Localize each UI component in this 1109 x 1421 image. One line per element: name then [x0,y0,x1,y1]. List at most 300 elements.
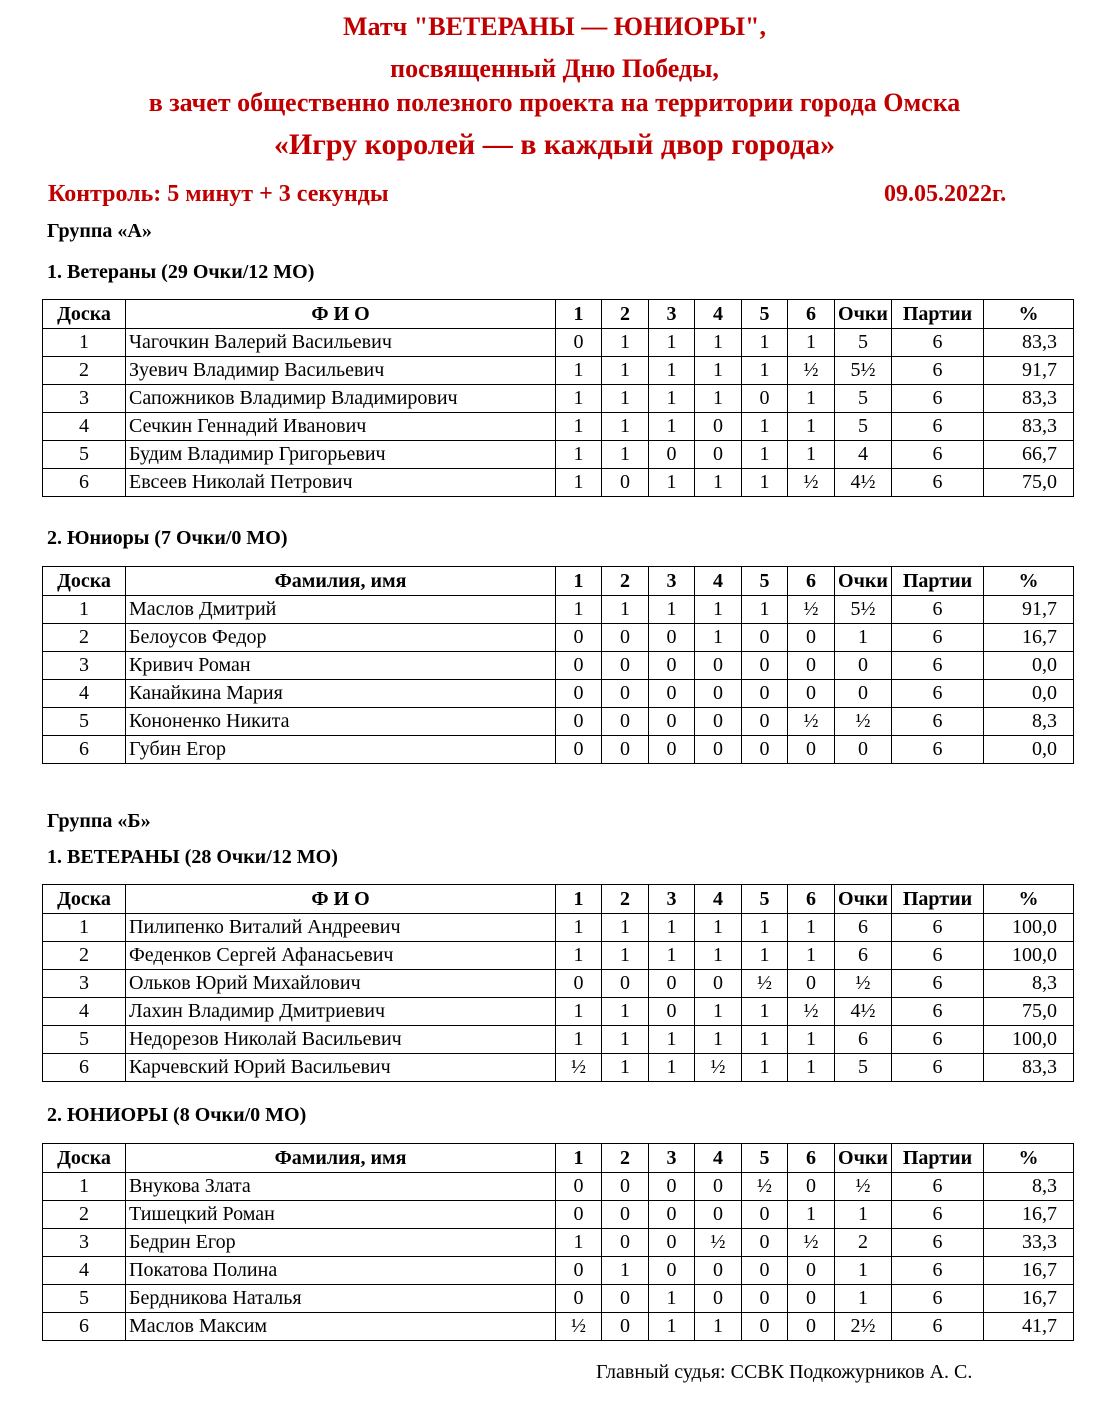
cell-r5: 0 [742,1285,788,1313]
cell-r4: 0 [695,736,742,764]
cell-percent: 8,3 [984,970,1074,998]
cell-games: 6 [892,385,984,413]
cell-r5: 0 [742,736,788,764]
cell-r3: 1 [649,1285,695,1313]
cell-r2: 0 [602,1173,649,1201]
table-row [43,970,1074,998]
column-header-r3: 3 [649,1144,695,1173]
cell-games: 6 [892,469,984,497]
table-row [43,1173,1074,1201]
cell-r6: ½ [788,596,835,624]
cell-points: 6 [835,1026,892,1054]
column-header-name: Фамилия, имя [126,567,556,596]
cell-board: 2 [43,942,126,970]
cell-percent: 66,7 [984,441,1074,469]
cell-r1: 0 [556,1201,602,1229]
column-header-games: Партии [892,885,984,914]
cell-r6: 1 [788,914,835,942]
cell-percent: 100,0 [984,942,1074,970]
cell-games: 6 [892,624,984,652]
table-row [43,708,1074,736]
table-row [43,1257,1074,1285]
column-header-r3: 3 [649,567,695,596]
table-row [43,357,1074,385]
cell-percent: 100,0 [984,1026,1074,1054]
cell-games: 6 [892,413,984,441]
column-header-board: Доска [43,885,126,914]
cell-r2: 1 [602,1054,649,1082]
cell-name: Пилипенко Виталий Андреевич [126,914,556,942]
cell-r1: 0 [556,1173,602,1201]
cell-r1: 0 [556,736,602,764]
column-header-r3: 3 [649,885,695,914]
cell-r1: 1 [556,942,602,970]
cell-name: Бедрин Егор [126,1229,556,1257]
group-a-juniors-table [42,566,1074,764]
cell-r5: 1 [742,1026,788,1054]
cell-r6: 1 [788,1054,835,1082]
cell-r1: 1 [556,413,602,441]
cell-points: 1 [835,1285,892,1313]
cell-r3: 0 [649,652,695,680]
cell-r2: 0 [602,1229,649,1257]
cell-r3: 1 [649,469,695,497]
table-row [43,1229,1074,1257]
cell-r3: 1 [649,1054,695,1082]
cell-r3: 1 [649,1313,695,1341]
cell-percent: 8,3 [984,708,1074,736]
cell-r3: 0 [649,1201,695,1229]
cell-r5: 0 [742,708,788,736]
cell-r6: 1 [788,1201,835,1229]
cell-r5: 1 [742,357,788,385]
time-control: Контроль: 5 минут + 3 секунды [48,181,389,207]
cell-r3: 0 [649,708,695,736]
group-a-veterans-title: 1. Ветераны (29 Очки/12 МО) [47,261,315,283]
table-row [43,441,1074,469]
cell-name: Маслов Максим [126,1313,556,1341]
cell-r1: 0 [556,1257,602,1285]
cell-r5: 0 [742,1201,788,1229]
cell-games: 6 [892,1173,984,1201]
cell-points: 2½ [835,1313,892,1341]
cell-r1: 1 [556,1229,602,1257]
cell-percent: 83,3 [984,1054,1074,1082]
column-header-board: Доска [43,300,126,329]
cell-games: 6 [892,1285,984,1313]
column-header-r5: 5 [742,885,788,914]
cell-r4: 0 [695,1173,742,1201]
cell-r2: 1 [602,1026,649,1054]
cell-points: 1 [835,624,892,652]
cell-r2: 1 [602,942,649,970]
cell-board: 2 [43,1201,126,1229]
cell-board: 5 [43,1026,126,1054]
cell-board: 5 [43,1285,126,1313]
cell-r6: ½ [788,708,835,736]
cell-name: Кононенко Никита [126,708,556,736]
cell-name: Тишецкий Роман [126,1201,556,1229]
cell-percent: 0,0 [984,680,1074,708]
table-row [43,1201,1074,1229]
cell-games: 6 [892,1201,984,1229]
cell-name: Сечкин Геннадий Иванович [126,413,556,441]
cell-r4: ½ [695,1054,742,1082]
cell-percent: 75,0 [984,998,1074,1026]
cell-percent: 0,0 [984,652,1074,680]
cell-percent: 83,3 [984,385,1074,413]
cell-r1: 0 [556,970,602,998]
column-header-points: Очки [835,885,892,914]
cell-r4: 1 [695,329,742,357]
cell-board: 4 [43,1257,126,1285]
cell-r5: 1 [742,596,788,624]
cell-r3: 0 [649,998,695,1026]
match-subtitle: посвященный Дню Победы, [390,54,719,83]
cell-r3: 0 [649,441,695,469]
cell-board: 3 [43,652,126,680]
project-line: в зачет общественно полезного проекта на территории города Омска [148,88,961,117]
table-row [43,1313,1074,1341]
column-header-name: Ф И О [126,885,556,914]
cell-points: 6 [835,914,892,942]
cell-r6: 0 [788,1313,835,1341]
cell-points: 1 [835,1201,892,1229]
cell-points: 2 [835,1229,892,1257]
cell-r2: 1 [602,596,649,624]
cell-name: Покатова Полина [126,1257,556,1285]
cell-r5: 0 [742,624,788,652]
cell-name: Кривич Роман [126,652,556,680]
cell-r1: 1 [556,998,602,1026]
cell-r5: ½ [742,970,788,998]
cell-r4: 0 [695,441,742,469]
cell-r4: ½ [695,1229,742,1257]
column-header-r1: 1 [556,300,602,329]
column-header-r2: 2 [602,300,649,329]
cell-r6: 0 [788,1173,835,1201]
cell-r1: 1 [556,914,602,942]
cell-r4: 0 [695,1285,742,1313]
cell-board: 3 [43,1229,126,1257]
column-header-r4: 4 [695,885,742,914]
cell-games: 6 [892,942,984,970]
cell-r2: 0 [602,624,649,652]
table-row [43,1054,1074,1082]
cell-name: Чагочкин Валерий Васильевич [126,329,556,357]
column-header-name: Фамилия, имя [126,1144,556,1173]
cell-percent: 16,7 [984,1257,1074,1285]
cell-board: 6 [43,1054,126,1082]
table-header-row [43,885,1074,914]
cell-board: 4 [43,998,126,1026]
cell-r3: 1 [649,1026,695,1054]
cell-points: 1 [835,1257,892,1285]
cell-r1: 0 [556,329,602,357]
cell-points: 0 [835,736,892,764]
cell-name: Внукова Злата [126,1173,556,1201]
cell-r2: 0 [602,1201,649,1229]
column-header-percent: % [984,300,1074,329]
cell-r2: 1 [602,357,649,385]
cell-r4: 0 [695,413,742,441]
group-b-juniors-table [42,1143,1074,1341]
column-header-r5: 5 [742,567,788,596]
column-header-name: Ф И О [126,300,556,329]
group-b-veterans-title: 1. ВЕТЕРАНЫ (28 Очки/12 МО) [47,846,338,868]
cell-name: Ольков Юрий Михайлович [126,970,556,998]
cell-r6: 0 [788,624,835,652]
column-header-r3: 3 [649,300,695,329]
cell-name: Губин Егор [126,736,556,764]
cell-games: 6 [892,1229,984,1257]
cell-board: 1 [43,1173,126,1201]
cell-r1: 0 [556,1285,602,1313]
cell-games: 6 [892,914,984,942]
cell-r6: ½ [788,357,835,385]
column-header-games: Партии [892,567,984,596]
cell-points: 6 [835,942,892,970]
column-header-board: Доска [43,567,126,596]
cell-r1: ½ [556,1054,602,1082]
cell-r4: 0 [695,970,742,998]
table-row [43,914,1074,942]
cell-r5: 0 [742,385,788,413]
cell-r6: 1 [788,441,835,469]
column-header-r1: 1 [556,1144,602,1173]
cell-r1: 1 [556,469,602,497]
cell-r3: 1 [649,329,695,357]
cell-r3: 0 [649,970,695,998]
cell-r2: 1 [602,441,649,469]
cell-r2: 1 [602,998,649,1026]
cell-r4: 1 [695,357,742,385]
table-row [43,469,1074,497]
cell-r3: 0 [649,624,695,652]
cell-percent: 83,3 [984,329,1074,357]
column-header-r4: 4 [695,1144,742,1173]
cell-r6: 1 [788,413,835,441]
cell-r4: 0 [695,1201,742,1229]
cell-board: 2 [43,357,126,385]
cell-name: Недорезов Николай Васильевич [126,1026,556,1054]
column-header-r2: 2 [602,567,649,596]
cell-r1: ½ [556,1313,602,1341]
chief-judge: Главный судья: ССВК Подкожурников А. С. [596,1361,973,1383]
cell-games: 6 [892,1026,984,1054]
cell-board: 3 [43,970,126,998]
table-header-row [43,567,1074,596]
table-row [43,736,1074,764]
cell-r6: 1 [788,385,835,413]
cell-points: 5 [835,329,892,357]
cell-name: Лахин Владимир Дмитриевич [126,998,556,1026]
cell-r3: 1 [649,914,695,942]
cell-r1: 1 [556,357,602,385]
cell-r1: 0 [556,624,602,652]
cell-r4: 1 [695,385,742,413]
cell-r6: 0 [788,1257,835,1285]
cell-percent: 75,0 [984,469,1074,497]
cell-points: ½ [835,1173,892,1201]
cell-points: 5 [835,413,892,441]
cell-r2: 1 [602,385,649,413]
table-header-row [43,1144,1074,1173]
table-header-row [43,300,1074,329]
cell-r5: 0 [742,1313,788,1341]
cell-r5: 1 [742,914,788,942]
cell-r6: 1 [788,329,835,357]
cell-points: 5 [835,385,892,413]
column-header-r1: 1 [556,885,602,914]
cell-points: 4½ [835,998,892,1026]
cell-board: 6 [43,736,126,764]
cell-r1: 1 [556,385,602,413]
table-row [43,413,1074,441]
cell-r4: 1 [695,624,742,652]
cell-games: 6 [892,970,984,998]
cell-r5: 1 [742,441,788,469]
cell-r3: 0 [649,1173,695,1201]
cell-name: Сапожников Владимир Владимирович [126,385,556,413]
cell-r3: 1 [649,385,695,413]
cell-r5: 1 [742,413,788,441]
group-b-veterans-table [42,884,1074,1082]
cell-games: 6 [892,596,984,624]
table-row [43,652,1074,680]
cell-games: 6 [892,736,984,764]
cell-r1: 0 [556,708,602,736]
cell-percent: 0,0 [984,736,1074,764]
cell-r6: ½ [788,1229,835,1257]
cell-name: Маслов Дмитрий [126,596,556,624]
cell-percent: 33,3 [984,1229,1074,1257]
group-a-title: Группа «А» [47,220,152,242]
cell-board: 3 [43,385,126,413]
cell-r2: 0 [602,736,649,764]
cell-r5: 0 [742,1229,788,1257]
cell-r6: 0 [788,736,835,764]
cell-r3: 0 [649,736,695,764]
cell-percent: 91,7 [984,357,1074,385]
cell-board: 6 [43,1313,126,1341]
cell-points: 4 [835,441,892,469]
column-header-percent: % [984,885,1074,914]
cell-board: 6 [43,469,126,497]
cell-r6: 0 [788,1285,835,1313]
event-date: 09.05.2022г. [884,181,1007,207]
cell-r4: 1 [695,998,742,1026]
table-row [43,1026,1074,1054]
cell-percent: 91,7 [984,596,1074,624]
cell-percent: 100,0 [984,914,1074,942]
cell-points: 5 [835,1054,892,1082]
table-row [43,596,1074,624]
cell-r5: 1 [742,942,788,970]
column-header-r4: 4 [695,300,742,329]
cell-r4: 1 [695,1313,742,1341]
cell-r2: 1 [602,1257,649,1285]
cell-r1: 0 [556,680,602,708]
cell-name: Канайкина Мария [126,680,556,708]
cell-board: 5 [43,708,126,736]
cell-r2: 0 [602,652,649,680]
cell-points: 0 [835,680,892,708]
cell-r2: 1 [602,413,649,441]
column-header-games: Партии [892,1144,984,1173]
cell-r1: 1 [556,596,602,624]
match-title: Матч "ВЕТЕРАНЫ — ЮНИОРЫ", [343,12,766,41]
cell-board: 1 [43,329,126,357]
cell-r5: 1 [742,1054,788,1082]
cell-name: Феденков Сергей Афанасьевич [126,942,556,970]
table-row [43,680,1074,708]
cell-points: ½ [835,708,892,736]
cell-points: ½ [835,970,892,998]
cell-games: 6 [892,680,984,708]
cell-r2: 0 [602,1313,649,1341]
cell-r4: 0 [695,1257,742,1285]
cell-name: Белоусов Федор [126,624,556,652]
column-header-r5: 5 [742,300,788,329]
group-b-juniors-title: 2. ЮНИОРЫ (8 Очки/0 МО) [47,1104,307,1126]
cell-percent: 16,7 [984,624,1074,652]
cell-r1: 1 [556,441,602,469]
cell-r4: 0 [695,680,742,708]
cell-r5: 1 [742,998,788,1026]
cell-r4: 1 [695,1026,742,1054]
column-header-r2: 2 [602,1144,649,1173]
cell-r4: 1 [695,469,742,497]
cell-board: 4 [43,413,126,441]
cell-r2: 0 [602,1285,649,1313]
column-header-r6: 6 [788,885,835,914]
column-header-percent: % [984,567,1074,596]
cell-games: 6 [892,1054,984,1082]
column-header-points: Очки [835,567,892,596]
cell-r4: 0 [695,652,742,680]
cell-r6: 0 [788,652,835,680]
cell-r2: 1 [602,329,649,357]
cell-r6: 1 [788,942,835,970]
cell-r3: 0 [649,680,695,708]
cell-r2: 1 [602,914,649,942]
column-header-games: Партии [892,300,984,329]
cell-r2: 0 [602,708,649,736]
cell-percent: 83,3 [984,413,1074,441]
cell-percent: 41,7 [984,1313,1074,1341]
column-header-board: Доска [43,1144,126,1173]
column-header-percent: % [984,1144,1074,1173]
table-row [43,1285,1074,1313]
group-b-title: Группа «Б» [47,810,151,832]
column-header-r6: 6 [788,567,835,596]
cell-r3: 1 [649,596,695,624]
table-row [43,624,1074,652]
cell-board: 1 [43,596,126,624]
cell-r5: 1 [742,469,788,497]
cell-r3: 0 [649,1257,695,1285]
cell-games: 6 [892,441,984,469]
cell-r6: ½ [788,998,835,1026]
cell-points: 0 [835,652,892,680]
cell-games: 6 [892,329,984,357]
cell-board: 5 [43,441,126,469]
cell-points: 5½ [835,357,892,385]
cell-r6: ½ [788,469,835,497]
cell-games: 6 [892,708,984,736]
cell-r3: 1 [649,357,695,385]
